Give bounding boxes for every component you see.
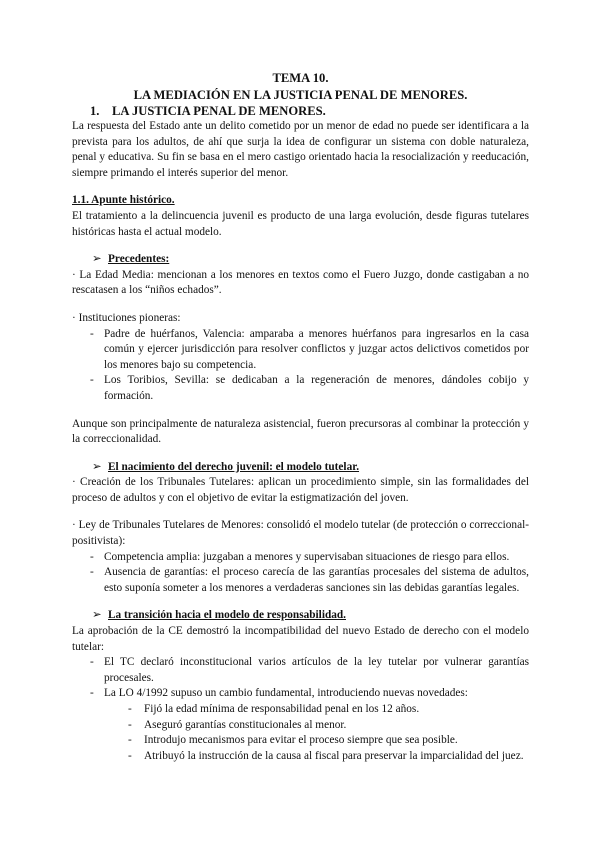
instituciones-list: [72, 327, 529, 405]
section-heading: [90, 103, 529, 119]
apunte-paragraph: El tratamiento a la delincuencia juvenil es producto de una larga evolución, desde figuras tutelares históricas hasta el actual modelo.: [72, 209, 529, 238]
list-item: - Los Toribios, Sevilla: se dedicaban a la regeneración de menores, dándoles cobijo y formación.: [90, 374, 529, 402]
creacion-paragraph: · Creación de los Tribunales Tutelares: aplican un procedimiento simple, sin las formalidades del proceso de adultos y con el objetivo de evitar la estigmatización del joven.: [72, 476, 529, 504]
list-item: - Aseguró garantías constitucionales al menor.: [128, 718, 347, 731]
novedades-list: [72, 702, 529, 764]
nacimiento-heading: [92, 460, 529, 476]
conclusion-paragraph: Aunque son principalmente de naturaleza asistencial, fueron precursoras al combinar la protección y la correccionalidad.: [72, 417, 529, 446]
instituciones-label: · Instituciones pioneras:: [72, 311, 181, 324]
precedentes-heading: [92, 252, 529, 268]
transicion-title: La transición hacia el modelo de responsabilidad.: [108, 609, 346, 622]
document-page: [72, 70, 529, 764]
document-title: TEMA 10.: [272, 71, 329, 85]
list-item: - Padre de huérfanos, Valencia: amparaba a menores huérfanos para ingresarlos en la casa común y ejercer jurisdicción para resolver conflictos y juzgar actos delictivos cometidos por los menores bajo su competencia.: [90, 327, 529, 371]
list-item: - El TC declaró inconstitucional varios artículos de la ley tutelar por vulnerar garantías procesales.: [90, 656, 529, 684]
arrow-bullet-icon: ➢: [92, 460, 102, 473]
nacimiento-title: El nacimiento del derecho juvenil: el modelo tutelar.: [108, 460, 360, 473]
list-item: - Ausencia de garantías: el proceso carecía de las garantías procesales del sistema de adultos, esto suponía someter a los menores a verdaderas sanciones sin las debidas garantías legales.: [90, 566, 529, 594]
ley-list: [72, 550, 529, 597]
subsection-heading: 1.1. Apunte histórico.: [72, 194, 175, 207]
precedentes-title: Precedentes:: [108, 253, 170, 266]
transicion-heading: [92, 608, 529, 624]
list-item: - Atribuyó la instrucción de la causa al fiscal para preservar la imparcialidad del juez.: [128, 749, 524, 762]
document-subtitle: LA MEDIACIÓN EN LA JUSTICIA PENAL DE MENORES.: [133, 88, 468, 102]
ley-paragraph: · Ley de Tribunales Tutelares de Menores: consolidó el modelo tutelar (de protección o correccional-positivista):: [72, 519, 529, 548]
section-number: 1.: [90, 104, 100, 118]
arrow-bullet-icon: ➢: [92, 609, 102, 622]
arrow-bullet-icon: ➢: [92, 253, 102, 266]
transicion-paragraph: La aprobación de la CE demostró la incompatibilidad del nuevo Estado de derecho con el modelo tutelar:: [72, 625, 529, 653]
edad-media-paragraph: · La Edad Media: mencionan a los menores en textos como el Fuero Juzgo, donde castigaban a no rescatasen a los “niños echados”.: [72, 268, 529, 297]
list-item: - Fijó la edad mínima de responsabilidad penal en los 12 años.: [128, 703, 420, 715]
list-item: - Introdujo mecanismos para evitar el proceso siempre que sea posible.: [128, 734, 458, 747]
section-title: LA JUSTICIA PENAL DE MENORES.: [112, 104, 326, 118]
transicion-list: [72, 655, 529, 702]
intro-paragraph: La respuesta del Estado ante un delito cometido por un menor de edad no puede ser identificara a la prevista para los adultos, de ahí que surja la idea de configurar un sistema con doble naturaleza, penal y educativa. Su fin se basa en el mero castigo orientado hacia la resocialización y reeducación, siempre primando el interés superior del menor.: [72, 120, 529, 179]
list-item: - La LO 4/1992 supuso un cambio fundamental, introduciendo nuevas novedades:: [90, 687, 468, 700]
list-item: - Competencia amplia: juzgaban a menores y supervisaban situaciones de riesgo para ellos.: [90, 550, 510, 563]
